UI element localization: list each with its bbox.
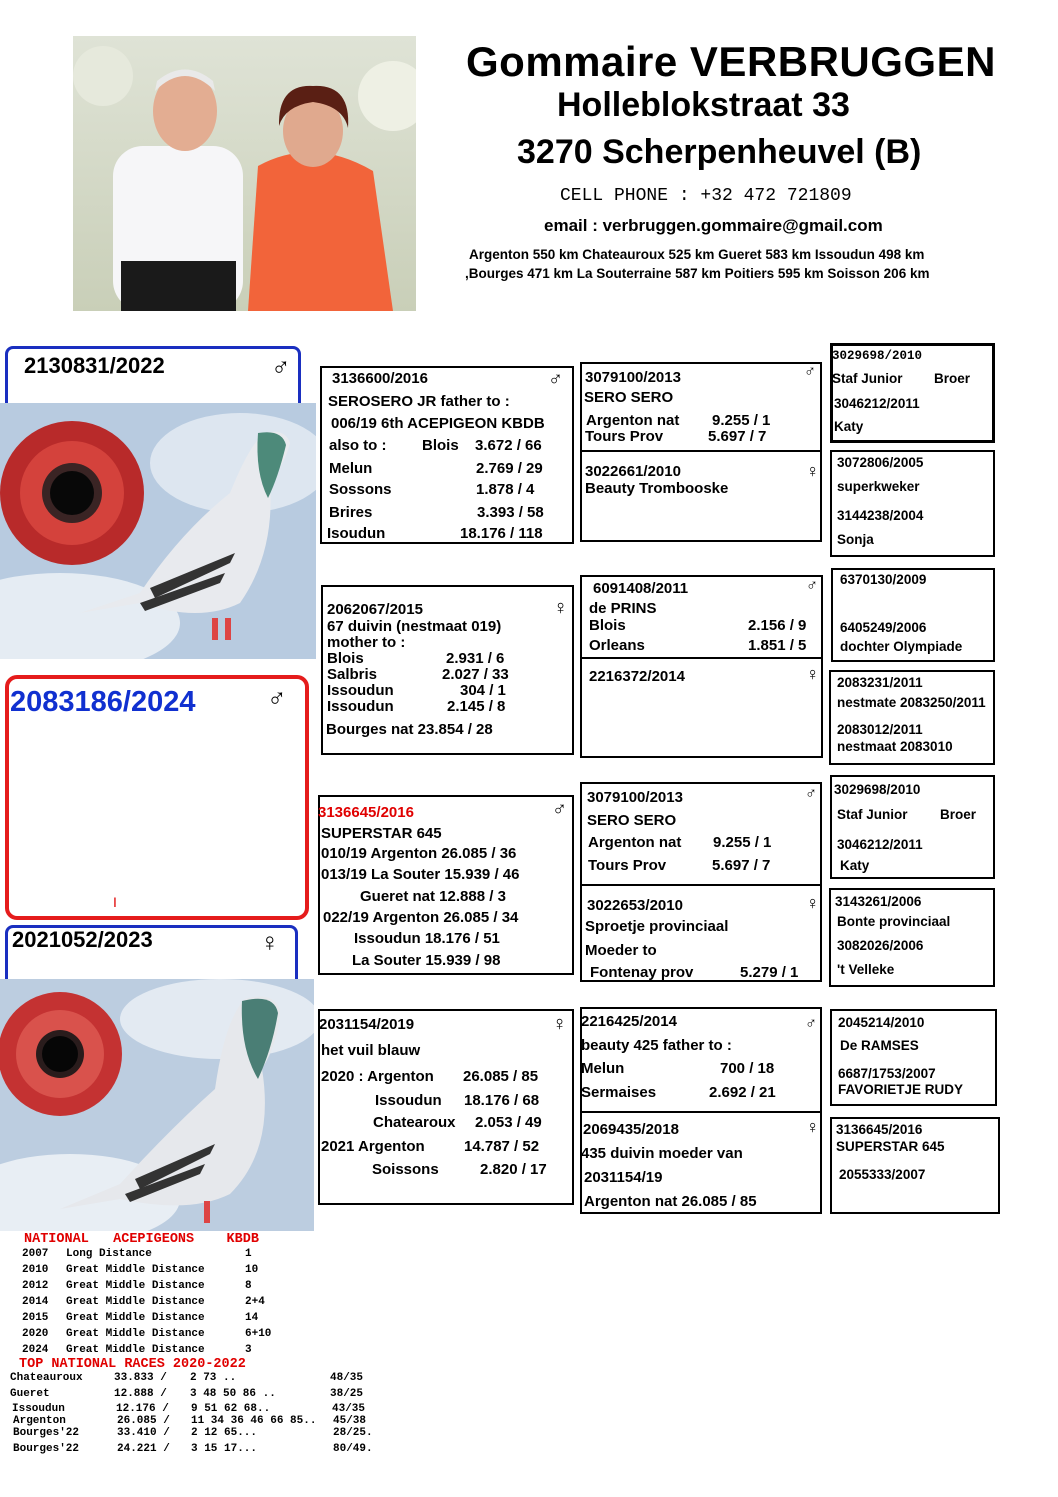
gen3-divider [580, 884, 822, 886]
gen3-mmf-line: Melun [581, 1060, 625, 1077]
top-race-prizes: 48/35 [330, 1372, 364, 1384]
main-pigeon-mark: I [113, 894, 117, 910]
top-race-places: 11 34 36 46 66 85.. [191, 1415, 317, 1427]
gen2-fm-value: 2.145 / 8 [447, 698, 506, 715]
gen3-mfm-line: 5.279 / 1 [740, 964, 799, 981]
gen3-mff-line: Argenton nat [588, 834, 682, 851]
gen2-ff-line: also to : [329, 437, 387, 454]
distances-line-1: Argenton 550 km Chateauroux 525 km Gueret 583 km Issoudun 498 km [469, 247, 925, 262]
gen2-fm-female-symbol: ♀ [553, 597, 568, 619]
gen2-ff-line: 006/19 6th ACEPIGEON KBDB [331, 415, 545, 432]
gen4-e-line: 3046212/2011 [837, 837, 923, 852]
gen3-mff-line: 3079100/2013 [587, 789, 683, 806]
gen4-h-line: 3136645/2016 [836, 1122, 923, 1137]
acepigeon-rank: 8 [245, 1280, 252, 1292]
gen3-divider [580, 657, 823, 659]
gen3-fmm-line: 2216372/2014 [589, 668, 685, 685]
gen2-fm-line: Issoudun [327, 698, 394, 715]
gen2-mm-line: 2021 Argenton [321, 1138, 425, 1155]
gen4-c-line: 6405249/2006 [840, 620, 927, 635]
gen2-mm-line: Issoudun [375, 1092, 442, 1109]
top-race-name: Argenton [13, 1415, 66, 1427]
gen2-fm-line: Bourges nat 23.854 / 28 [326, 721, 493, 738]
gen2-fm-line: Blois [327, 650, 364, 667]
gen3-mmm-line: Argenton nat 26.085 / 85 [584, 1193, 757, 1210]
gen2-mm-line: 2031154/2019 [319, 1016, 415, 1033]
gen3-mmf-line: 700 / 18 [720, 1060, 775, 1077]
gen3-mfm-female-symbol: ♀ [806, 893, 820, 913]
gen2-mm-value: 14.787 / 52 [464, 1138, 540, 1155]
acepigeon-category: Great Middle Distance [66, 1344, 205, 1356]
gen2-ff-line: SEROSERO JR father to : [328, 393, 510, 410]
gen3-fff-line: 3079100/2013 [585, 369, 681, 386]
gen4-d-line: nestmaat 2083010 [837, 739, 953, 754]
gen2-ff-race-value: 3.672 / 66 [475, 437, 542, 454]
gen3-mff-line: SERO SERO [587, 812, 677, 829]
gen2-mf-ring: 3136645/2016 [318, 804, 414, 821]
top-race-birds: 33.833 / [114, 1372, 167, 1384]
gen2-fm-value: 2.931 / 6 [446, 650, 505, 667]
gen3-fmf-male-symbol: ♂ [806, 577, 818, 594]
gen4-g-line: FAVORIETJE RUDY [838, 1082, 964, 1097]
top-race-birds: 33.410 / [117, 1427, 170, 1439]
acepigeon-category: Great Middle Distance [66, 1264, 205, 1276]
top-race-places: 2 12 65... [191, 1427, 258, 1439]
acepigeon-category: Great Middle Distance [66, 1280, 205, 1292]
gen3-fff-line: Argenton nat [586, 412, 680, 429]
top-race-places: 9 51 62 68.. [191, 1403, 271, 1415]
gen3-fff-line: Tours Prov [585, 428, 664, 445]
acepigeon-year: 2012 [22, 1280, 49, 1292]
gen3-fmf-line: 1.851 / 5 [748, 637, 807, 654]
gen3-mmm-line: 2031154/19 [584, 1169, 663, 1186]
father-ring: 2130831/2022 [24, 353, 165, 378]
gen3-ffm-line: 3022661/2010 [585, 463, 681, 480]
gen2-ff-race-value: 2.769 / 29 [476, 460, 543, 477]
gen4-b-line: superkweker [837, 479, 920, 494]
top-race-birds: 12.176 / [116, 1403, 169, 1415]
gen2-fm-line: Salbris [327, 666, 378, 683]
gen2-mm-line: Chatearoux [373, 1114, 456, 1131]
acepigeon-year: 2024 [22, 1344, 49, 1356]
top-race-name: Chateauroux [10, 1372, 83, 1384]
gen2-ff-race-value: 1.878 / 4 [476, 481, 535, 498]
gen3-fmf-line: 6091408/2011 [593, 580, 689, 597]
gen3-fmf-line: 2.156 / 9 [748, 617, 807, 634]
gen2-fm-line: 2062067/2015 [327, 601, 423, 618]
gen2-mf-box [318, 795, 574, 975]
breeder-photo [73, 36, 416, 311]
gen4-g-line: 2045214/2010 [838, 1015, 925, 1030]
gen2-mm-value: 2.820 / 17 [480, 1161, 547, 1178]
gen3-mff-line: 9.255 / 1 [713, 834, 772, 851]
top-race-prizes: 38/25 [330, 1388, 364, 1400]
mother-ring: 2021052/2023 [12, 927, 153, 952]
gen3-ffm-female-symbol: ♀ [806, 461, 820, 481]
gen2-ff-line: 3136600/2016 [332, 370, 428, 387]
gen3-mmf-male-symbol: ♂ [805, 1015, 817, 1032]
gen2-mf-male-symbol: ♂ [552, 798, 567, 820]
father-male-symbol: ♂ [271, 351, 291, 381]
gen4-e-line: Katy [840, 858, 870, 873]
gen2-mm-line: 2020 : Argenton [321, 1068, 434, 1085]
top-race-name: Gueret [10, 1388, 50, 1400]
gen4-a-line: Broer [934, 371, 971, 386]
top-race-birds: 24.221 / [117, 1443, 170, 1455]
gen4-d-line: nestmate 2083250/2011 [837, 695, 986, 710]
gen3-fmm-female-symbol: ♀ [806, 664, 820, 684]
gen3-mff-line: Tours Prov [588, 857, 667, 874]
gen2-fm-line: mother to : [327, 634, 406, 651]
gen3-fmf-line: Blois [589, 617, 626, 634]
gen4-a-line: 3029698/2010 [832, 349, 923, 363]
gen2-mm-female-symbol: ♀ [552, 1013, 567, 1035]
gen4-a-line: Staf Junior [832, 371, 903, 386]
acepigeon-rank: 14 [245, 1312, 259, 1324]
gen3-mmf-line: beauty 425 father to : [581, 1037, 732, 1054]
acepigeon-rank: 10 [245, 1264, 259, 1276]
acepigeons-title: NATIONAL ACEPIGEONS KBDB [24, 1232, 259, 1247]
gen2-mm-value: 26.085 / 85 [463, 1068, 539, 1085]
gen4-h-line: SUPERSTAR 645 [836, 1139, 945, 1154]
gen4-d-line: 2083231/2011 [837, 675, 923, 690]
mother-female-symbol: ♀ [260, 927, 280, 957]
acepigeon-rank: 2+4 [245, 1296, 265, 1308]
top-race-prizes: 45/38 [333, 1415, 367, 1427]
gen2-ff-race-name: Blois [422, 437, 459, 454]
gen3-mfm-line: Moeder to [585, 942, 657, 959]
gen2-mf-line: Gueret nat 12.888 / 3 [360, 888, 506, 905]
breeder-email: email : verbruggen.gommaire@gmail.com [544, 216, 883, 235]
gen3-mfm-line: Sproetje provinciaal [585, 918, 729, 935]
gen2-fm-line: 67 duivin (nestmaat 019) [327, 618, 502, 635]
gen2-ff-line: Melun [329, 460, 373, 477]
gen2-ff-race-value: 3.393 / 58 [477, 504, 544, 521]
gen3-mmf-line: Sermaises [581, 1084, 657, 1101]
gen2-mf-line: 022/19 Argenton 26.085 / 34 [323, 909, 519, 926]
gen3-divider [580, 1111, 822, 1113]
gen2-mf-line: 010/19 Argenton 26.085 / 36 [321, 845, 517, 862]
gen3-mmf-line: 2216425/2014 [581, 1013, 677, 1030]
gen2-mm-value: 18.176 / 68 [464, 1092, 540, 1109]
gen2-ff-male-symbol: ♂ [548, 368, 563, 390]
gen4-e-line: Staf Junior [837, 807, 908, 822]
father-pigeon-photo [0, 403, 316, 659]
acepigeon-year: 2014 [22, 1296, 49, 1308]
gen2-mm-value: 2.053 / 49 [475, 1114, 542, 1131]
top-race-prizes: 43/35 [332, 1403, 366, 1415]
gen2-ff-line: Isoudun [327, 525, 386, 542]
gen2-mf-line: 013/19 La Souter 15.939 / 46 [321, 866, 520, 883]
top-race-places: 3 48 50 86 .. [190, 1388, 276, 1400]
gen3-mfm-line: 3022653/2010 [587, 897, 683, 914]
top-race-prizes: 80/49. [333, 1443, 373, 1455]
gen2-ff-line: Brires [329, 504, 373, 521]
gen3-mmm-line: 2069435/2018 [583, 1121, 679, 1138]
gen4-g-line: 6687/1753/2007 [838, 1066, 936, 1081]
gen4-d-line: 2083012/2011 [837, 722, 923, 737]
top-race-birds: 12.888 / [114, 1388, 167, 1400]
gen2-fm-value: 2.027 / 33 [442, 666, 509, 683]
gen4-f-line: 3143261/2006 [835, 894, 922, 909]
gen3-mmm-female-symbol: ♀ [806, 1117, 820, 1137]
breeder-city: 3270 Scherpenheuvel (B) [517, 133, 922, 171]
acepigeon-year: 2010 [22, 1264, 49, 1276]
acepigeon-category: Long Distance [66, 1248, 152, 1260]
top-race-birds: 26.085 / [117, 1415, 170, 1427]
gen2-mf-line: Issoudun 18.176 / 51 [354, 930, 500, 947]
mother-pigeon-photo [0, 979, 314, 1231]
gen3-mfm-line: Fontenay prov [590, 964, 694, 981]
top-race-prizes: 28/25. [333, 1427, 373, 1439]
top-race-name: Bourges'22 [13, 1443, 80, 1455]
top-race-places: 3 15 17... [191, 1443, 258, 1455]
acepigeon-category: Great Middle Distance [66, 1312, 205, 1324]
top-race-places: 2 73 .. [190, 1372, 237, 1384]
gen3-fff-line: 9.255 / 1 [712, 412, 771, 429]
breeder-street: Holleblokstraat 33 [557, 86, 850, 124]
top-race-name: Bourges'22 [13, 1427, 80, 1439]
main-pigeon-male-symbol: ♂ [267, 682, 287, 712]
acepigeon-category: Great Middle Distance [66, 1296, 205, 1308]
gen3-fmf-line: Orleans [589, 637, 645, 654]
gen4-g-line: De RAMSES [840, 1038, 919, 1053]
gen4-c-line: 6370130/2009 [840, 572, 927, 587]
gen4-h-line: 2055333/2007 [839, 1167, 926, 1182]
gen3-fff-line: SERO SERO [584, 389, 674, 406]
distances-line-2: ,Bourges 471 km La Souterraine 587 km Poitiers 595 km Soisson 206 km [465, 266, 930, 281]
gen3-mmf-line: 2.692 / 21 [709, 1084, 776, 1101]
gen3-fmf-line: de PRINS [589, 600, 657, 617]
top-races-title: TOP NATIONAL RACES 2020-2022 [19, 1357, 246, 1372]
gen3-fff-male-symbol: ♂ [804, 363, 816, 380]
gen3-mff-male-symbol: ♂ [805, 785, 817, 802]
gen2-mf-line: SUPERSTAR 645 [321, 825, 442, 842]
main-pigeon-ring: 2083186/2024 [10, 686, 196, 718]
gen3-mff-line: 5.697 / 7 [712, 857, 771, 874]
gen3-ffm-line: Beauty Trombooske [585, 480, 729, 497]
gen3-fff-line: 5.697 / 7 [708, 428, 767, 445]
gen2-fm-line: Issoudun [327, 682, 394, 699]
gen4-f-line: 't Velleke [837, 962, 895, 977]
breeder-phone: CELL PHONE : +32 472 721809 [560, 186, 852, 206]
acepigeon-rank: 3 [245, 1344, 252, 1356]
acepigeon-rank: 1 [245, 1248, 252, 1260]
gen4-a-line: Katy [834, 419, 864, 434]
gen2-mm-line: Soissons [372, 1161, 439, 1178]
gen4-c-line: dochter Olympiade [840, 639, 963, 654]
acepigeon-year: 2015 [22, 1312, 49, 1324]
top-race-name: Issoudun [12, 1403, 65, 1415]
gen2-fm-value: 304 / 1 [460, 682, 506, 699]
gen2-mf-line: La Souter 15.939 / 98 [352, 952, 501, 969]
gen4-f-line: Bonte provinciaal [837, 914, 951, 929]
gen4-a-line: 3046212/2011 [834, 396, 920, 411]
gen4-b-line: 3144238/2004 [837, 508, 924, 523]
gen3-divider [580, 450, 822, 452]
gen4-e-line: 3029698/2010 [834, 782, 921, 797]
gen3-mmm-line: 435 duivin moeder van [581, 1145, 743, 1162]
acepigeon-category: Great Middle Distance [66, 1328, 205, 1340]
gen4-b-line: Sonja [837, 532, 874, 547]
gen2-ff-line: Sossons [329, 481, 392, 498]
breeder-name: Gommaire VERBRUGGEN [466, 38, 996, 85]
gen2-mm-line: het vuil blauw [321, 1042, 421, 1059]
acepigeon-year: 2020 [22, 1328, 49, 1340]
acepigeon-year: 2007 [22, 1248, 49, 1260]
gen4-b-line: 3072806/2005 [837, 455, 924, 470]
gen2-ff-race-value: 18.176 / 118 [460, 525, 543, 542]
acepigeon-rank: 6+10 [245, 1328, 272, 1340]
gen4-f-line: 3082026/2006 [837, 938, 924, 953]
gen4-e-line: Broer [940, 807, 977, 822]
